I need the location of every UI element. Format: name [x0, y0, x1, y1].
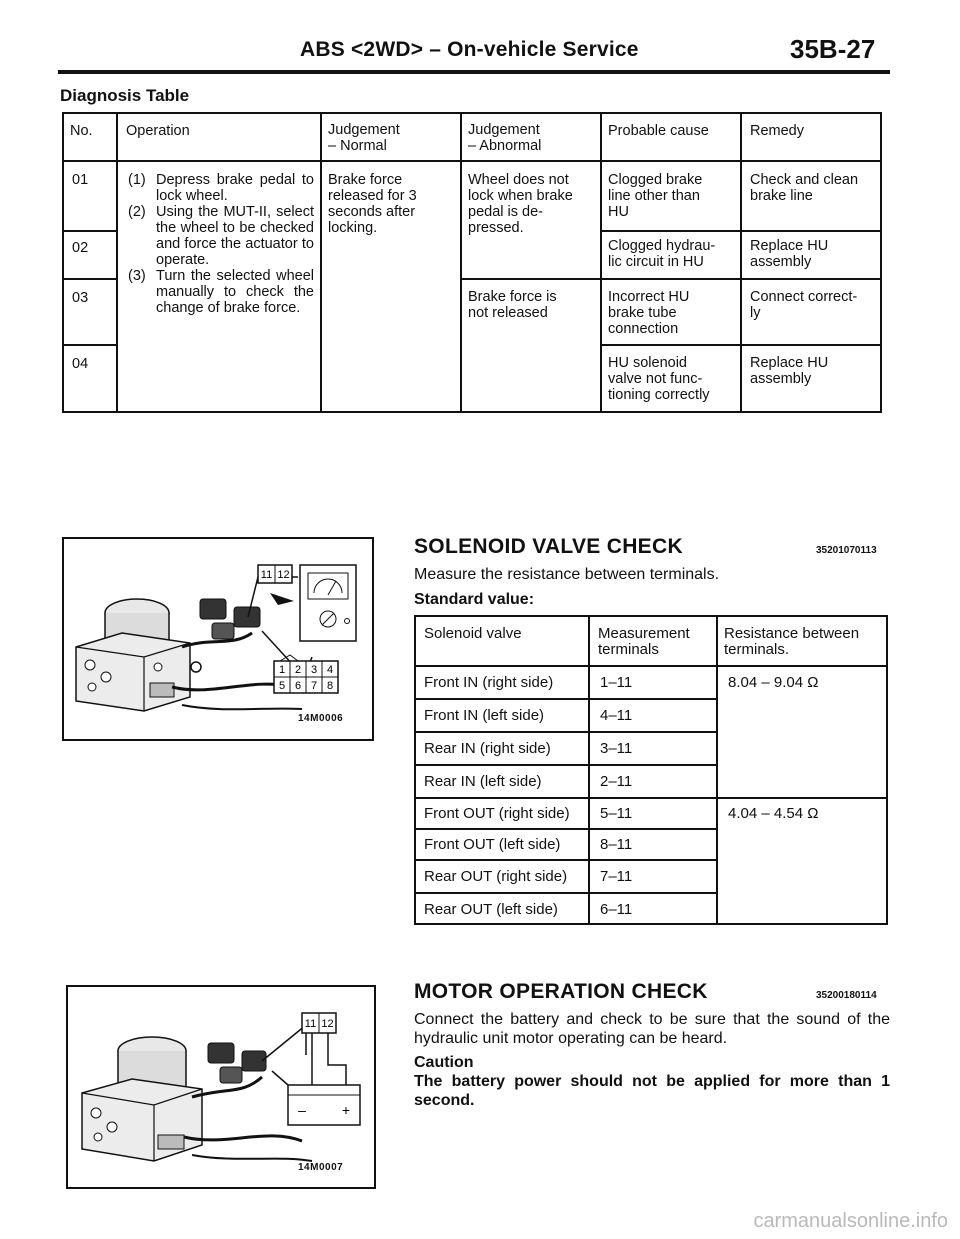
connector-terminal-label: 5	[278, 680, 286, 692]
judgement-abnormal-cell: Wheel does not lock when brake pedal is de- pressed.	[468, 172, 573, 236]
connector-terminal-label: 3	[310, 664, 318, 676]
connector-terminal-label: 2	[294, 664, 302, 676]
probable-cause-cell: HU solenoid valve not func- tioning correctly	[608, 355, 710, 403]
col-header-solenoid-valve: Solenoid valve	[424, 625, 522, 642]
col-header-no: No.	[70, 123, 93, 139]
operation-step: (2) Using the MUT-II, select the wheel to be checked and force the actuator to operate.	[128, 204, 314, 268]
figure-code: 14M0007	[298, 1162, 344, 1173]
solenoid-instruction: Measure the resistance between terminals.	[414, 566, 720, 583]
standard-value-label: Standard value:	[414, 591, 535, 608]
figure-code: 14M0006	[298, 713, 344, 724]
row-number: 04	[72, 356, 89, 372]
judgement-abnormal-cell: Brake force is not released	[468, 289, 557, 321]
row-number: 01	[72, 172, 89, 188]
caution-label: Caution	[414, 1054, 474, 1071]
remedy-cell: Replace HU assembly	[750, 355, 829, 387]
terminal-cell: 8–11	[600, 836, 633, 853]
terminal-cell: 7–11	[600, 868, 633, 885]
connector-terminal-label: 6	[294, 680, 302, 692]
col-header-operation: Operation	[126, 123, 190, 139]
valve-name-cell: Rear IN (right side)	[424, 740, 551, 757]
connector-terminal-label: 12	[321, 1018, 334, 1030]
diagnosis-table-heading: Diagnosis Table	[60, 86, 190, 105]
valve-name-cell: Front IN (right side)	[424, 674, 554, 691]
watermark: carmanualsonline.info	[753, 1210, 948, 1232]
solenoid-check-title: SOLENOID VALVE CHECK	[414, 535, 683, 558]
judgement-normal-cell: Brake force released for 3 seconds after locking.	[328, 172, 417, 236]
operation-step: (1) Depress brake pedal to lock wheel.	[128, 172, 314, 204]
motor-check-title: MOTOR OPERATION CHECK	[414, 980, 708, 1003]
resistance-value-cell: 4.04 – 4.54 Ω	[728, 805, 819, 822]
col-header-measurement-terminals: Measurement terminals	[598, 625, 690, 658]
row-number: 02	[72, 240, 89, 256]
remedy-cell: Replace HU assembly	[750, 238, 829, 270]
connector-terminal-label: 4	[326, 664, 334, 676]
connector-terminal-label: 11	[304, 1018, 317, 1030]
resistance-value-cell: 8.04 – 9.04 Ω	[728, 674, 819, 691]
valve-name-cell: Rear IN (left side)	[424, 773, 542, 790]
terminal-cell: 1–11	[600, 674, 633, 691]
col-header-judgement-normal: Judgement – Normal	[328, 122, 400, 154]
caution-text: The battery power should not be applied for more than 1 second.	[414, 1073, 890, 1109]
valve-name-cell: Rear OUT (right side)	[424, 868, 568, 885]
terminal-cell: 3–11	[600, 740, 633, 757]
connector-terminal-label: 7	[310, 680, 318, 692]
row-number: 03	[72, 290, 89, 306]
valve-name-cell: Rear OUT (left side)	[424, 901, 558, 918]
motor-instruction: Connect the battery and check to be sure that the sound of the hydraulic unit motor operating can be heard.	[414, 1011, 890, 1047]
valve-name-cell: Front OUT (left side)	[424, 836, 561, 853]
terminal-cell: 4–11	[600, 707, 633, 724]
col-header-judgement-abnormal: Judgement – Abnormal	[468, 122, 542, 154]
terminal-cell: 5–11	[600, 805, 633, 822]
terminal-cell: 2–11	[600, 773, 633, 790]
remedy-cell: Check and clean brake line	[750, 172, 859, 204]
connector-terminal-label: 12	[277, 569, 290, 581]
probable-cause-cell: Incorrect HU brake tube connection	[608, 289, 690, 337]
operation-step: (3) Turn the selected wheel manually to check the change of brake force.	[128, 268, 314, 316]
motor-check-code: 35200180114	[816, 990, 877, 1001]
probable-cause-cell: Clogged hydrau- lic circuit in HU	[608, 238, 716, 270]
col-header-probable-cause: Probable cause	[608, 123, 709, 139]
col-header-remedy: Remedy	[750, 123, 804, 139]
page-number: 35B-27	[790, 34, 876, 64]
connector-terminal-label: 11	[260, 569, 273, 581]
remedy-cell: Connect correct- ly	[750, 289, 858, 321]
hydraulic-unit-battery-illustration	[66, 985, 376, 1189]
probable-cause-cell: Clogged brake line other than HU	[608, 172, 703, 220]
connector-terminal-label: 8	[326, 680, 334, 692]
figure-motor-operation-check	[66, 985, 376, 1189]
battery-positive-label: +	[341, 1102, 351, 1118]
valve-name-cell: Front IN (left side)	[424, 707, 545, 724]
col-header-resistance: Resistance between terminals.	[724, 625, 860, 658]
solenoid-check-code: 35201070113	[816, 545, 877, 556]
page-title: ABS <2WD> – On-vehicle Service	[300, 38, 639, 61]
connector-terminal-label: 1	[278, 664, 286, 676]
valve-name-cell: Front OUT (right side)	[424, 805, 570, 822]
terminal-cell: 6–11	[600, 901, 633, 918]
battery-negative-label: –	[298, 1102, 306, 1118]
